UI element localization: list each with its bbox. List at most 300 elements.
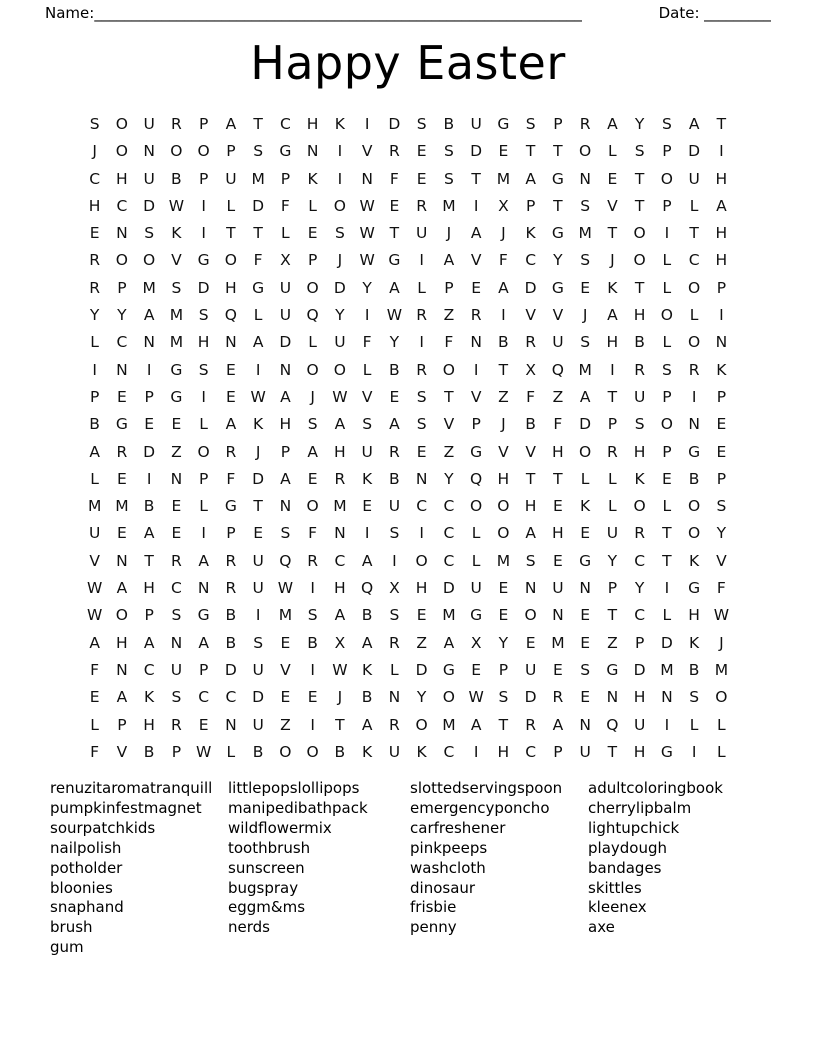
grid-letter: O: [715, 688, 728, 707]
grid-letter: L: [90, 333, 99, 352]
grid-letter: N: [116, 224, 128, 243]
grid-letter: A: [225, 415, 237, 434]
grid-letter: I: [92, 360, 97, 379]
grid-letter: L: [689, 306, 699, 325]
grid-letter: I: [473, 360, 479, 379]
grid-letter: E: [498, 142, 509, 161]
grid-letter: H: [143, 715, 155, 734]
grid-letter: N: [334, 524, 346, 543]
word-item: slottedservingspoon: [410, 779, 563, 797]
grid-letter: P: [607, 579, 618, 598]
grid-letter: L: [199, 415, 208, 434]
header: [45, 0, 771, 22]
grid-letter: U: [606, 524, 619, 543]
grid-letter: E: [280, 688, 291, 707]
grid-letter: S: [634, 415, 645, 434]
grid-letter: A: [389, 415, 400, 434]
grid-letter: A: [89, 633, 100, 652]
grid-letter: U: [361, 442, 373, 461]
grid-letter: G: [497, 115, 510, 133]
word-column: [588, 779, 768, 958]
grid-letter: E: [307, 469, 318, 488]
grid-letter: D: [224, 660, 237, 679]
grid-letter: X: [389, 579, 400, 598]
grid-letter: S: [389, 606, 400, 625]
grid-letter: R: [606, 442, 618, 461]
grid-letter: A: [334, 606, 346, 625]
grid-letter: V: [171, 251, 182, 270]
grid-letter: L: [608, 469, 617, 488]
grid-letter: O: [579, 142, 592, 161]
grid-letter: S: [307, 415, 318, 434]
grid-letter: F: [90, 742, 100, 761]
grid-letter: E: [552, 497, 563, 516]
grid-letter: Z: [416, 633, 427, 652]
grid-letter: F: [389, 169, 399, 188]
grid-letter: A: [470, 715, 482, 734]
grid-letter: E: [389, 387, 400, 406]
grid-letter: M: [496, 551, 511, 570]
grid-letter: X: [334, 633, 346, 652]
grid-letter: K: [580, 497, 591, 516]
grid-letter: E: [307, 224, 318, 243]
grid-letter: A: [498, 278, 509, 297]
grid-letter: N: [470, 333, 482, 352]
grid-letter: L: [580, 469, 590, 488]
word-item: washcloth: [410, 858, 486, 877]
grid-letter: U: [633, 387, 646, 406]
grid-letter: E: [471, 660, 482, 679]
grid-letter: W: [359, 251, 375, 270]
word-item: playdough: [588, 838, 667, 857]
grid-letter: S: [171, 688, 182, 707]
grid-letter: B: [443, 115, 455, 133]
grid-letter: S: [416, 387, 427, 406]
grid-letter: O: [497, 497, 510, 516]
grid-letter: R: [170, 551, 182, 570]
grid-letter: N: [688, 415, 700, 434]
grid-letter: R: [388, 442, 400, 461]
grid-letter: E: [607, 169, 618, 188]
grid-letter: T: [471, 169, 481, 188]
grid-letter: T: [253, 497, 263, 516]
grid-letter: N: [661, 688, 673, 707]
grid-letter: L: [90, 469, 99, 488]
grid-letter: O: [306, 360, 319, 379]
grid-letter: A: [225, 115, 237, 133]
grid-letter: O: [115, 251, 128, 270]
grid-letter: I: [664, 715, 670, 734]
grid-letter: R: [416, 196, 428, 215]
grid-letter: U: [388, 497, 401, 516]
grid-letter: L: [90, 715, 99, 734]
word-item: cherrylipbalm: [588, 798, 692, 817]
grid-letter: V: [361, 142, 373, 161]
grid-letter: L: [226, 196, 236, 215]
grid-letter: S: [416, 115, 427, 133]
grid-letter: P: [716, 469, 727, 488]
puzzle-title: Happy Easter: [250, 36, 566, 90]
grid-letter: E: [116, 387, 127, 406]
grid-row: [81, 329, 735, 356]
grid-letter: T: [607, 224, 618, 243]
grid-letter: T: [662, 551, 672, 570]
grid-letter: T: [634, 278, 645, 297]
grid-letter: P: [634, 633, 645, 652]
grid-letter: G: [606, 660, 619, 679]
grid-letter: L: [689, 715, 699, 734]
grid-letter: M: [442, 715, 456, 734]
grid-letter: D: [143, 196, 156, 215]
word-item: pumpkinfestmagnet: [50, 798, 202, 817]
grid-letter: S: [334, 224, 345, 243]
grid-letter: C: [143, 660, 155, 679]
grid-row: [81, 166, 735, 193]
grid-letter: W: [86, 579, 103, 598]
word-item: adultcoloringbook: [588, 779, 723, 797]
grid-row: [81, 493, 735, 520]
grid-letter: E: [89, 688, 100, 707]
grid-row: [81, 684, 735, 711]
grid-letter: D: [442, 579, 455, 598]
grid-letter: N: [225, 333, 237, 352]
grid-letter: J: [719, 633, 724, 652]
grid-row: [81, 739, 735, 766]
grid-letter: A: [116, 688, 128, 707]
grid-letter: O: [524, 606, 537, 625]
grid-letter: E: [552, 551, 563, 570]
grid-letter: O: [115, 142, 128, 161]
grid-letter: Z: [607, 633, 618, 652]
grid-letter: S: [661, 360, 672, 379]
grid-letter: U: [170, 660, 183, 679]
grid-letter: T: [253, 224, 263, 243]
grid-letter: G: [442, 660, 455, 679]
grid-letter: Q: [224, 306, 237, 325]
grid-letter: Y: [335, 306, 345, 325]
grid-letter: E: [171, 497, 182, 516]
grid-letter: V: [498, 442, 509, 461]
grid-letter: N: [170, 633, 183, 652]
grid-letter: G: [470, 442, 483, 461]
grid-letter: T: [634, 196, 645, 215]
grid-letter: S: [443, 169, 454, 188]
grid-letter: P: [553, 742, 563, 761]
grid-letter: I: [392, 551, 397, 570]
grid-letter: W: [86, 606, 103, 625]
grid-letter: O: [306, 278, 319, 297]
grid-letter: K: [362, 469, 373, 488]
grid-letter: G: [551, 224, 564, 243]
grid-letter: U: [143, 115, 155, 133]
word-item: skittles: [588, 878, 642, 897]
grid-letter: E: [580, 688, 591, 707]
word-item: bandages: [588, 858, 662, 877]
grid-letter: O: [415, 715, 428, 734]
grid-letter: Z: [171, 442, 182, 461]
grid-letter: N: [415, 469, 428, 488]
grid-letter: R: [334, 469, 346, 488]
grid-letter: R: [388, 715, 400, 734]
grid-letter: A: [198, 551, 209, 570]
grid-letter: H: [143, 579, 155, 598]
word-list: [50, 779, 780, 958]
grid-letter: S: [89, 115, 100, 133]
grid-letter: E: [225, 387, 236, 406]
grid-letter: R: [388, 142, 400, 161]
grid-letter: P: [89, 387, 100, 406]
grid-letter: D: [633, 660, 646, 679]
grid-letter: J: [310, 387, 315, 406]
grid-letter: P: [525, 196, 536, 215]
word-item: toothbrush: [228, 838, 311, 857]
grid-letter: P: [144, 606, 154, 625]
grid-letter: H: [497, 469, 510, 488]
grid-row: [81, 357, 735, 384]
grid-letter: N: [606, 688, 619, 707]
grid-letter: Y: [89, 306, 100, 325]
grid-letter: N: [306, 142, 319, 161]
grid-letter: I: [310, 579, 315, 598]
grid-letter: B: [525, 415, 536, 434]
grid-letter: U: [470, 579, 482, 598]
grid-letter: D: [252, 196, 265, 215]
grid-letter: V: [716, 551, 727, 570]
grid-letter: C: [116, 333, 128, 352]
grid-letter: R: [416, 306, 428, 325]
grid-letter: T: [607, 606, 618, 625]
grid-letter: R: [388, 633, 400, 652]
grid-letter: B: [171, 169, 182, 188]
grid-letter: O: [333, 196, 346, 215]
grid-letter: W: [332, 387, 348, 406]
grid-letter: T: [525, 469, 536, 488]
grid-letter: I: [201, 224, 206, 243]
grid-letter: J: [255, 442, 261, 461]
grid-letter: J: [337, 688, 343, 707]
grid-letter: P: [280, 442, 291, 461]
grid-letter: W: [168, 196, 185, 215]
grid-letter: E: [580, 278, 591, 297]
grid-letter: G: [170, 387, 183, 406]
grid-letter: R: [579, 115, 591, 133]
grid-letter: T: [444, 387, 454, 406]
grid-letter: A: [389, 278, 400, 297]
grid-letter: A: [361, 551, 373, 570]
grid-letter: E: [280, 633, 291, 652]
grid-letter: E: [116, 524, 127, 543]
grid-letter: X: [498, 196, 509, 215]
grid-letter: L: [199, 497, 208, 516]
grid-letter: W: [713, 606, 730, 625]
grid-letter: L: [281, 224, 290, 243]
grid-letter: C: [443, 742, 455, 761]
grid-letter: D: [579, 415, 592, 434]
grid-letter: U: [279, 306, 292, 325]
grid-letter: O: [279, 742, 292, 761]
grid-letter: I: [255, 606, 261, 625]
grid-row: [81, 138, 735, 165]
grid-letter: K: [171, 224, 182, 243]
grid-letter: O: [306, 497, 319, 516]
grid-letter: H: [606, 333, 619, 352]
grid-letter: S: [362, 415, 373, 434]
word-item: sunscreen: [228, 858, 305, 877]
grid-letter: N: [143, 333, 155, 352]
grid-letter: N: [552, 606, 564, 625]
grid-letter: O: [660, 306, 673, 325]
grid-letter: H: [633, 688, 646, 707]
grid-letter: T: [498, 715, 509, 734]
grid-letter: W: [277, 579, 294, 598]
word-item: carfreshener: [410, 818, 506, 837]
grid-letter: E: [416, 142, 427, 161]
grid-letter: G: [551, 169, 564, 188]
grid-letter: K: [525, 224, 536, 243]
grid-letter: B: [143, 742, 155, 761]
grid-letter: V: [607, 196, 618, 215]
grid-letter: B: [225, 633, 237, 652]
grid-letter: O: [660, 415, 673, 434]
grid-letter: J: [337, 251, 343, 270]
grid-letter: O: [197, 142, 210, 161]
grid-letter: L: [662, 251, 672, 270]
grid-letter: A: [443, 251, 455, 270]
grid-letter: R: [416, 360, 428, 379]
grid-row: [81, 575, 735, 602]
grid-letter: W: [468, 688, 484, 707]
grid-letter: U: [470, 115, 482, 133]
grid-letter: K: [362, 660, 373, 679]
grid-letter: N: [225, 715, 237, 734]
grid-letter: A: [334, 415, 346, 434]
grid-letter: N: [116, 551, 128, 570]
grid-letter: F: [498, 251, 508, 270]
grid-letter: L: [308, 333, 317, 352]
grid-letter: B: [143, 497, 155, 516]
grid-letter: S: [580, 251, 591, 270]
grid-letter: L: [717, 742, 726, 761]
grid-letter: M: [578, 224, 592, 243]
grid-letter: B: [389, 360, 400, 379]
grid-letter: O: [442, 688, 455, 707]
grid-letter: N: [579, 715, 591, 734]
grid-letter: A: [443, 633, 455, 652]
grid-letter: I: [201, 196, 206, 215]
grid-letter: R: [170, 115, 182, 133]
grid-letter: H: [688, 606, 700, 625]
grid-letter: T: [144, 551, 154, 570]
grid-letter: N: [361, 169, 373, 188]
grid-letter: A: [361, 633, 373, 652]
grid-letter: E: [198, 715, 209, 734]
grid-letter: I: [610, 360, 615, 379]
grid-letter: L: [471, 551, 481, 570]
grid-letter: O: [660, 169, 673, 188]
grid-letter: J: [610, 251, 615, 270]
grid-letter: S: [580, 660, 591, 679]
grid-letter: F: [308, 524, 318, 543]
grid-letter: I: [337, 169, 343, 188]
grid-letter: C: [225, 688, 237, 707]
grid-letter: A: [198, 633, 209, 652]
grid-letter: T: [335, 715, 345, 734]
grid-letter: P: [226, 142, 236, 161]
grid-letter: I: [719, 306, 724, 325]
grid-letter: N: [143, 142, 155, 161]
word-item: eggm&ms: [228, 898, 306, 917]
grid-letter: K: [607, 278, 618, 297]
grid-letter: X: [470, 633, 482, 652]
grid-letter: A: [89, 442, 100, 461]
grid-letter: R: [552, 688, 564, 707]
grid-letter: O: [688, 333, 701, 352]
grid-letter: N: [170, 469, 183, 488]
grid-letter: P: [662, 387, 672, 406]
grid-letter: U: [552, 579, 564, 598]
grid-letter: I: [364, 115, 370, 133]
grid-letter: S: [498, 688, 509, 707]
grid-letter: P: [444, 278, 454, 297]
grid-letter: K: [634, 469, 645, 488]
grid-letter: G: [170, 360, 183, 379]
grid-letter: V: [470, 387, 482, 406]
grid-letter: E: [498, 606, 509, 625]
grid-letter: P: [662, 142, 672, 161]
word-item: sourpatchkids: [50, 818, 156, 837]
grid-letter: A: [143, 524, 155, 543]
grid-letter: I: [337, 142, 343, 161]
grid-letter: S: [525, 551, 536, 570]
grid-letter: I: [501, 306, 506, 325]
grid-letter: K: [716, 360, 727, 379]
word-item: kleenex: [588, 898, 647, 917]
grid-letter: O: [224, 251, 237, 270]
word-item: pinkpeeps: [410, 838, 488, 857]
grid-letter: D: [252, 688, 265, 707]
grid-letter: P: [716, 278, 727, 297]
grid-letter: C: [525, 742, 537, 761]
grid-row: [81, 602, 735, 629]
word-item: frisbie: [410, 898, 457, 917]
grid-letter: S: [416, 415, 427, 434]
grid-letter: P: [198, 469, 209, 488]
grid-letter: O: [470, 497, 483, 516]
grid-letter: I: [473, 742, 479, 761]
grid-letter: K: [253, 415, 264, 434]
grid-letter: P: [198, 660, 209, 679]
grid-letter: D: [524, 278, 537, 297]
grid-letter: M: [142, 278, 156, 297]
grid-letter: T: [553, 469, 563, 488]
grid-letter: A: [280, 387, 291, 406]
grid-letter: S: [661, 115, 672, 133]
grid-letter: T: [226, 224, 236, 243]
grid-letter: H: [633, 742, 646, 761]
grid-letter: K: [689, 551, 700, 570]
grid-letter: Y: [634, 579, 645, 598]
grid-row: [81, 520, 735, 547]
grid-letter: L: [689, 196, 699, 215]
grid-letter: D: [388, 115, 401, 133]
grid-letter: F: [280, 196, 290, 215]
grid-letter: L: [308, 196, 317, 215]
grid-letter: E: [416, 442, 427, 461]
grid-letter: A: [143, 306, 155, 325]
grid-letter: R: [634, 360, 646, 379]
grid-letter: M: [169, 306, 184, 325]
word-column: [228, 779, 410, 958]
